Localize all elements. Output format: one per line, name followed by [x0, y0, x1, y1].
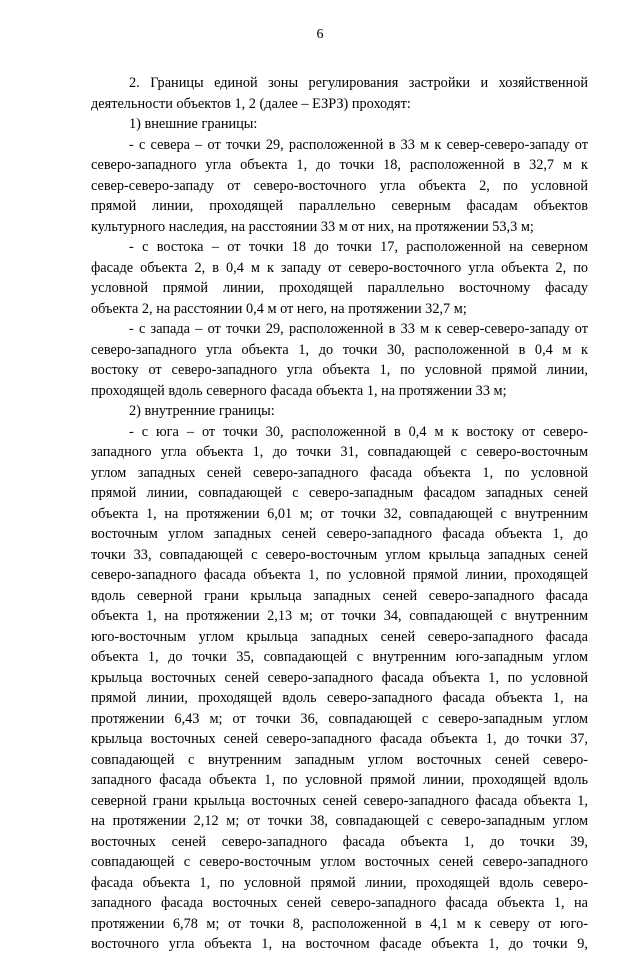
text-line: объекта 1, до точки 35, совпадающей с внутренним юго-западным углом — [91, 649, 588, 665]
text-line: - с востока – от точки 18 до точки 17, расположенной на северном — [129, 239, 588, 255]
text-line: востоку от северо-западного угла объекта 1, по условной прямой линии, — [91, 362, 588, 378]
text-line: 2) внутренние границы: — [129, 403, 275, 419]
text-line: западного угла объекта 1, до точки 31, совпадающей с северо-восточным — [91, 444, 588, 460]
text-line: прямой линии, проходящей параллельно северным фасадам объектов — [91, 198, 588, 214]
text-line: 2. Границы единой зоны регулирования застройки и хозяйственной — [129, 75, 588, 91]
text-line: углом западных сеней северо-западного фасада объекта 1, по условной — [91, 464, 588, 481]
text-line: северо-западного угла объекта 1, до точки 18, расположенной в 32,7 м к — [91, 157, 588, 173]
text-line: протяжении 6,43 м; от точки 36, совпадающей с северо-западным углом — [91, 710, 588, 727]
text-line: юго-восточным углом крыльца западных сеней северо-западного фасада — [91, 628, 588, 645]
text-line: культурного наследия, на расстоянии 33 м от них, на протяжении 53,3 м; — [91, 218, 534, 235]
text-line: крыльца восточных сеней северо-западного фасада объекта 1, до точки 37, — [91, 731, 588, 747]
text-line: фасада объекта 1, по условной прямой линии, проходящей вдоль северо- — [91, 874, 588, 891]
text-line: 1) внешние границы: — [129, 116, 258, 132]
body-text — [91, 73, 588, 955]
text-line: восточных сеней северо-западного фасада объекта 1, до точки 39, — [91, 833, 588, 850]
text-line: - с юга – от точки 30, расположенной в 0,4 м к востоку от северо- — [129, 423, 588, 440]
text-line: прямой линии, совпадающей с северо-западным фасадом западных сеней — [91, 485, 588, 501]
text-line: восточным углом западных сеней северо-западного фасада объекта 1, до — [91, 526, 588, 542]
text-line: протяжении 6,78 м; от точки 8, расположенной в 4,1 м к северу от юго- — [91, 915, 588, 932]
text-line: точки 33, совпадающей с северо-восточным углом крыльца западных сеней — [91, 546, 588, 563]
page-number: 6 — [316, 27, 324, 42]
text-line: западного фасада объекта 1, по условной прямой линии, проходящей вдоль — [91, 772, 588, 788]
text-line: объекта 1, на протяжении 6,01 м; от точки 32, совпадающей с внутренним — [91, 505, 588, 522]
text-line: восточного угла объекта 1, на восточном фасаде объекта 1, до точки 9, — [91, 936, 588, 952]
text-line: объекта 1, на протяжении 2,13 м; от точки 34, совпадающей с внутренним — [91, 608, 588, 624]
text-line: - с севера – от точки 29, расположенной в 33 м к север-северо-западу от — [129, 136, 588, 153]
text-line: объекта 2, на расстоянии 0,4 м от него, на протяжении 32,7 м; — [91, 300, 467, 317]
text-line: деятельности объектов 1, 2 (далее – ЕЗРЗ) проходят: — [91, 95, 411, 112]
text-line: северной грани крыльца восточных сеней северо-западного фасада объекта 1, — [91, 792, 588, 809]
text-line: прямой линии, проходящей вдоль северо-западного фасада объекта 1, на — [91, 690, 588, 706]
text-line: фасаде объекта 2, в 0,4 м к западу от северо-восточного угла объекта 2, по — [91, 259, 588, 276]
text-line: северо-западного угла объекта 1, до точки 30, расположенной в 0,4 м к — [91, 341, 588, 358]
text-line: север-северо-западу от северо-восточного угла объекта 2, по условной — [91, 177, 588, 194]
text-line: совпадающей с северо-восточным углом восточных сеней северо-западного — [91, 854, 588, 870]
text-line: на протяжении 2,12 м; от точки 38, совпадающей с северо-западным углом — [91, 813, 588, 829]
text-line: северо-западного фасада объекта 1, по условной прямой линии, проходящей — [91, 567, 588, 583]
text-line: крыльца восточных сеней северо-западного фасада объекта 1, по условной — [91, 669, 588, 686]
text-line: проходящей вдоль северного фасада объекта 1, на протяжении 33 м; — [91, 382, 507, 399]
text-line: западного фасада восточных сеней северо-западного фасада объекта 1, на — [91, 895, 588, 911]
text-line: вдоль северной грани крыльца западных сеней северо-западного фасада — [91, 587, 588, 604]
text-line: совпадающей с внутренним западным углом восточных сеней северо- — [91, 751, 588, 768]
text-line: условной прямой линии, проходящей параллельно восточному фасаду — [91, 280, 588, 296]
text-line: - с запада – от точки 29, расположенной в 33 м к север-северо-западу от — [129, 321, 588, 337]
